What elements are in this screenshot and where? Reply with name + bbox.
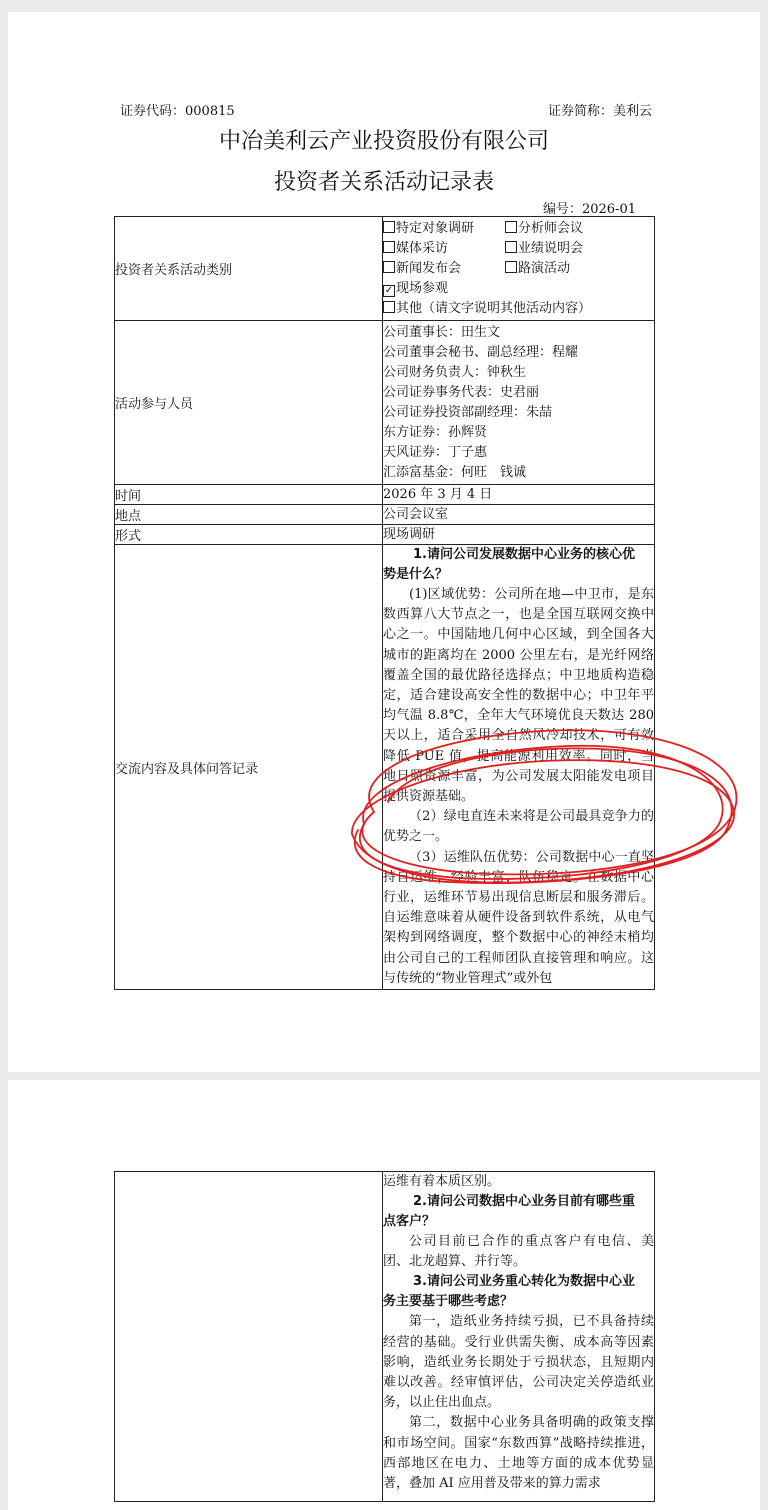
question-2: 2.请问公司数据中心业务目前有哪些重 — [413, 1194, 635, 1209]
option-media-interview: 媒体采访 — [383, 239, 505, 259]
time-label: 时间 — [115, 485, 383, 505]
participant: 公司证券事务代表：史君丽 — [383, 384, 540, 400]
participant: 东方证券：孙辉贤 — [383, 424, 488, 440]
document-page-2 — [8, 1080, 760, 1510]
option-specific-research: 特定对象调研 — [383, 219, 505, 239]
company-title: 中冶美利云产业投资股份有限公司 — [218, 129, 549, 154]
row-place — [115, 505, 655, 525]
participant: 公司财务负责人：钟秋生 — [383, 364, 527, 380]
time-value: 2026 年 3 月 4 日 — [383, 485, 655, 505]
option-press-conference: 新闻发布会 — [383, 259, 505, 279]
question-1: 1.请问公司发展数据中心业务的核心优 — [413, 547, 635, 562]
row-form — [115, 525, 655, 545]
qa-label: 交流内容及具体问答记录 — [115, 545, 383, 990]
row-time — [115, 485, 655, 505]
place-label: 地点 — [115, 505, 383, 525]
checkbox-icon — [383, 261, 395, 273]
question-2-cont: 点客户？ — [383, 1214, 436, 1229]
qa-content-continued — [383, 1172, 655, 1502]
participants-label: 活动参与人员 — [115, 321, 383, 485]
answer-3-paragraph: 第二，数据中心业务具备明确的政策支撑和市场空间。国家“东数西算”战略持续推进，西部地区在电力、土地等方面的成本优势显著，叠加 AI 应用普及带来的算力需求 — [383, 1415, 654, 1492]
option-analyst-meeting: 分析师会议 — [505, 219, 583, 239]
qa-content — [383, 545, 655, 990]
answer-3-paragraph: 第一，造纸业务持续亏损，已不具备持续经营的基础。受行业供需失衡、成本高等因素影响，造纸业务长期处于亏损状态，且短期内难以改善。经审慎评估，公司决定关停造纸业务，以止住出血点。 — [383, 1314, 654, 1411]
question-3: 3.请问公司业务重心转化为数据中心业 — [413, 1274, 635, 1290]
checked-checkbox-icon: ✓ — [384, 284, 394, 296]
participant: 公司董事会秘书、副总经理：程耀 — [383, 344, 579, 360]
answer-1-continued: 运维有着本质区别。 — [383, 1174, 501, 1189]
form-value: 现场调研 — [383, 525, 655, 545]
activity-type-options — [383, 217, 655, 321]
record-table — [114, 216, 655, 990]
document-title: 投资者关系活动记录表 — [273, 170, 494, 195]
answer-2-paragraph: 公司目前已合作的重点客户有电信、美团、北龙超算、并行等。 — [383, 1234, 654, 1270]
participant: 公司证券投资部副经理：朱喆 — [383, 404, 553, 420]
activity-type-label: 投资者关系活动类别 — [115, 217, 383, 321]
stock-code: 证券代码：000815 — [120, 104, 235, 119]
option-earnings-briefing: 业绩说明会 — [505, 239, 583, 259]
checkbox-icon — [505, 221, 517, 233]
participants-list — [383, 321, 655, 485]
row-qa-continued — [115, 1172, 655, 1502]
option-other: 其他（请文字说明其他活动内容） — [383, 299, 591, 319]
participant: 汇添富基金：何旺 钱诚 — [383, 464, 527, 480]
checkbox-icon — [505, 261, 517, 273]
document-page-1 — [8, 12, 760, 1072]
option-site-visit: ✓ 现场参观 — [384, 280, 449, 296]
checkbox-icon — [383, 221, 395, 233]
answer-1-paragraph: (1)区域优势：公司所在地—中卫市，是东数西算八大节点之一，也是全国互联网交换中心之一。中国陆地几何中心区域，到全国各大城市的距离均在 2000 公里左右，是光纤网络覆盖全国的最优路径选择点；中卫地质构造稳定，适合建设高安全性的数据中心；中卫年平均气温 8.8℃，全年大气环境优良天数达 280 天以上，适合采用全自然风冷却技术，可有效降低 PUE 值，提高能源利用效率。同时，当地日照资源丰富，为公司发展太阳能发电项目提供资源基础。 — [383, 587, 654, 805]
place-value: 公司会议室 — [383, 505, 655, 525]
record-table-continued — [114, 1171, 655, 1502]
form-label: 形式 — [115, 525, 383, 545]
checkbox-icon — [383, 241, 395, 253]
checkbox-icon — [505, 241, 517, 253]
question-1-cont: 势是什么？ — [383, 567, 449, 582]
option-roadshow: 路演活动 — [505, 259, 570, 279]
stock-name: 证券简称：美利云 — [547, 104, 652, 119]
row-participants — [115, 321, 655, 485]
participant: 天风证券：丁子惠 — [383, 444, 488, 460]
row-qa — [115, 545, 655, 990]
row-activity-type — [115, 217, 655, 321]
document-number: 编号：2026-01 — [542, 202, 636, 217]
answer-1-paragraph: （3）运维队伍优势：公司数据中心一直坚持自运维，经验丰富、队伍稳定。在数据中心行业，运维环节易出现信息断层和服务滞后。自运维意味着从硬件设备到软件系统，从电气架构到网络调度，整个数据中心的神经末梢均由公司自己的工程师团队直接管理和响应。这与传统的“物业管理式”或外包 — [383, 849, 654, 986]
checkbox-icon — [383, 301, 395, 313]
question-3-cont: 务主要基于哪些考虑？ — [383, 1294, 514, 1310]
answer-1-paragraph: （2）绿电直连未来将是公司最具竞争力的优势之一。 — [383, 809, 654, 845]
participant: 公司董事长：田生文 — [383, 324, 501, 340]
qa-label-empty — [115, 1172, 383, 1502]
